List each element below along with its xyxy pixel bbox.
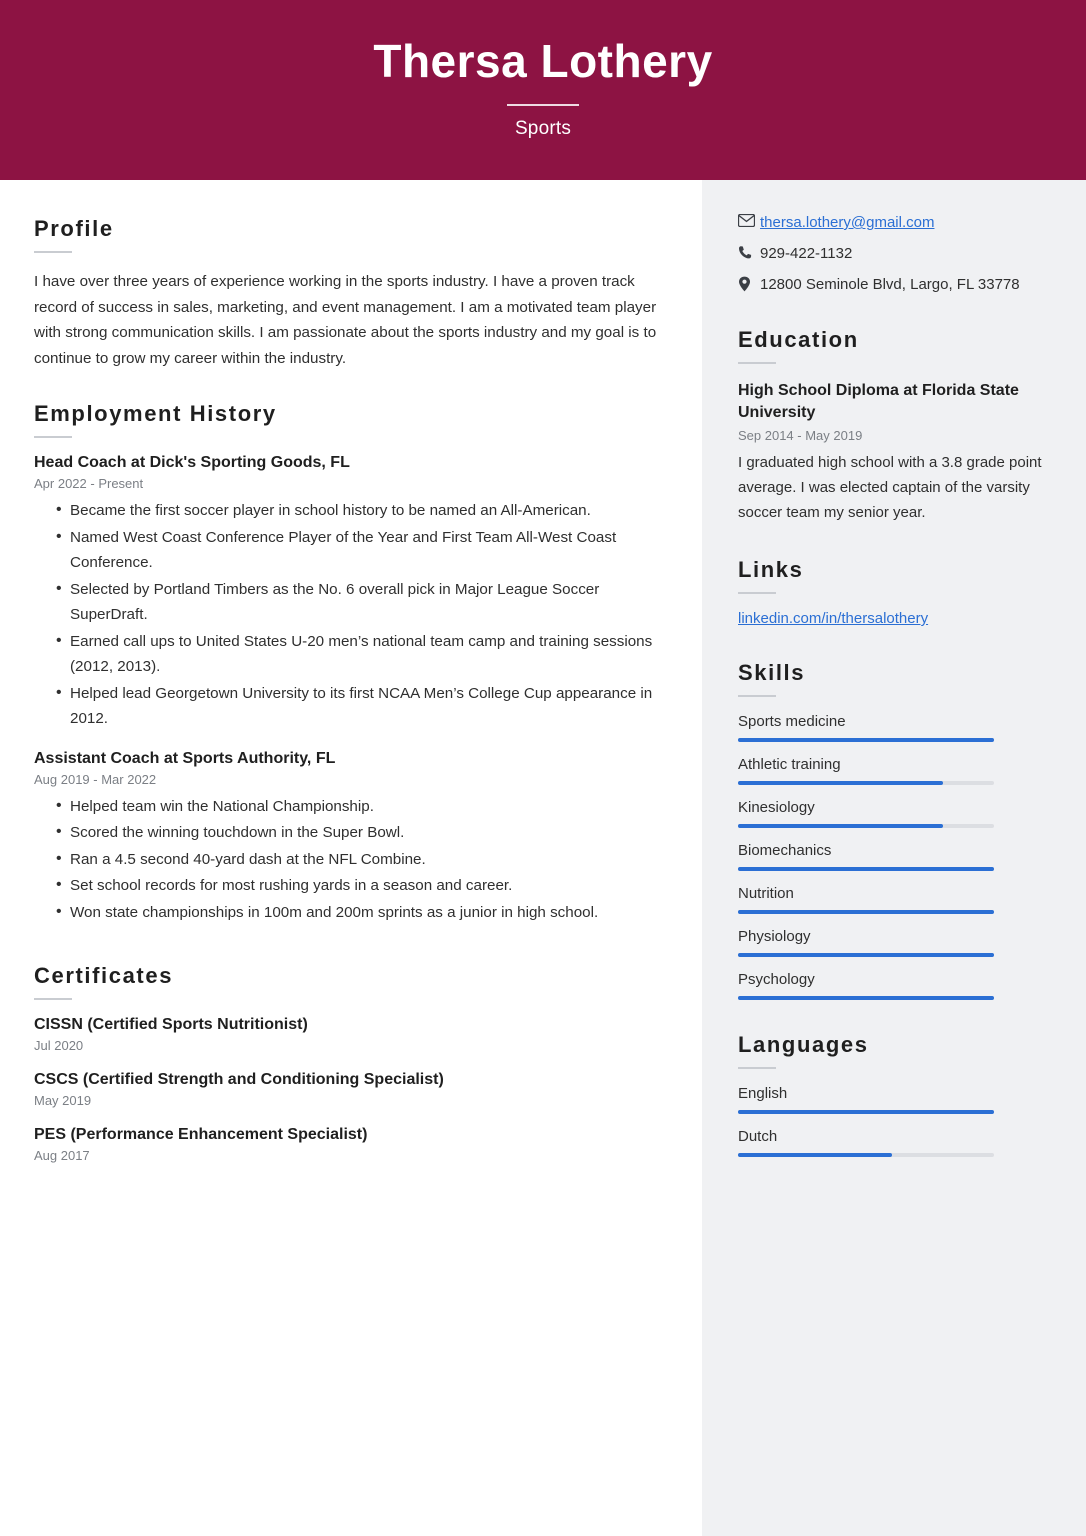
contact-phone	[738, 243, 1052, 264]
skill-bar-fill	[738, 910, 994, 914]
skill-bar-fill	[738, 953, 994, 957]
list-item: • Set school records for most rushing yards in a season and career.	[56, 873, 662, 899]
skill-item	[738, 799, 1052, 828]
list-item: • Helped lead Georgetown University to its first NCAA Men’s College Cup appearance in 2012.	[56, 681, 662, 732]
section-divider	[34, 998, 72, 1000]
links-list	[738, 610, 1052, 628]
contact-address	[738, 274, 1052, 295]
phone-icon	[738, 243, 760, 260]
skill-label: Kinesiology	[738, 799, 815, 816]
email-icon	[738, 212, 760, 227]
certificates-heading: Certificates	[34, 963, 174, 988]
spacer	[34, 371, 662, 401]
section-divider	[34, 251, 72, 253]
section-divider	[34, 436, 72, 438]
skill-item	[738, 928, 1052, 957]
address-text: 12800 Seminole Blvd, Largo, FL 33778	[760, 276, 1020, 293]
education-section	[738, 327, 1052, 525]
language-item	[738, 1085, 1052, 1114]
skill-item	[738, 713, 1052, 742]
profile-text: I have over three years of experience working in the sports industry. I have a proven track record of success in sales, marketing, and event management. I am a motivated team player with strong communication skills. I am passionate about the sports industry and my goal is to continue to grow my career within the industry.	[34, 273, 657, 367]
job-bullets	[34, 498, 662, 732]
skill-bar	[738, 824, 994, 828]
email-link[interactable]: thersa.lothery@gmail.com	[760, 214, 935, 231]
links-section	[738, 557, 1052, 628]
employment-heading: Employment History	[34, 401, 277, 426]
skill-label: Biomechanics	[738, 842, 832, 859]
skill-item	[738, 885, 1052, 914]
skill-item	[738, 971, 1052, 1000]
skill-bar	[738, 867, 994, 871]
education-description: I graduated high school with a 3.8 grade point average. I was elected captain of the varsity soccer team my senior year.	[738, 454, 1042, 521]
employment-entry	[34, 750, 662, 926]
phone-number: 929-422-1132	[760, 245, 853, 262]
list-item: • Selected by Portland Timbers as the No. 6 overall pick in Major League Soccer SuperDraft.	[56, 577, 662, 628]
skill-bar	[738, 996, 994, 1000]
page-title: Thersa Lothery	[373, 35, 713, 88]
education-title: High School Diploma at Florida State University	[738, 382, 1019, 421]
skill-bar-fill	[738, 867, 994, 871]
job-bullets	[34, 794, 662, 926]
skill-label: Athletic training	[738, 756, 841, 773]
skill-item	[738, 842, 1052, 871]
language-bar	[738, 1153, 994, 1157]
links-heading: Links	[738, 557, 804, 582]
contact-email[interactable]	[738, 212, 1052, 233]
certificate-date: Aug 2017	[34, 1148, 90, 1163]
certificate-entry	[34, 1016, 662, 1053]
certificate-entry	[34, 1126, 662, 1163]
spacer	[34, 943, 662, 963]
job-title: Assistant Coach at Sports Authority, FL	[34, 749, 336, 767]
language-bar	[738, 1110, 994, 1114]
list-item: • Ran a 4.5 second 40-yard dash at the NFL Combine.	[56, 847, 662, 873]
linkedin-link[interactable]: linkedin.com/in/thersalothery	[738, 610, 929, 627]
skill-label: Nutrition	[738, 885, 794, 902]
skill-item	[738, 756, 1052, 785]
sidebar-column	[702, 180, 1086, 1536]
list-item: • Helped team win the National Championship.	[56, 794, 662, 820]
skill-bar	[738, 910, 994, 914]
job-title: Head Coach at Dick's Sporting Goods, FL	[34, 454, 350, 471]
certificate-entry	[34, 1071, 662, 1108]
certificate-title: PES (Performance Enhancement Specialist)	[34, 1126, 368, 1143]
location-pin-icon	[738, 274, 760, 292]
language-bar-fill	[738, 1110, 994, 1114]
skills-section	[738, 660, 1052, 1000]
language-label: Dutch	[738, 1128, 778, 1145]
section-divider	[738, 695, 776, 697]
certificate-title: CISSN (Certified Sports Nutritionist)	[34, 1016, 308, 1033]
resume-header	[0, 0, 1086, 180]
resume-body	[0, 180, 1086, 1536]
certificate-title: CSCS (Certified Strength and Conditioning Specialist)	[34, 1071, 444, 1088]
skill-bar-fill	[738, 781, 943, 785]
skills-heading: Skills	[738, 660, 806, 685]
skill-bar-fill	[738, 996, 994, 1000]
languages-heading: Languages	[738, 1032, 869, 1057]
skill-bar	[738, 953, 994, 957]
language-item	[738, 1128, 1052, 1157]
list-item: • Named West Coast Conference Player of the Year and First Team All-West Coast Conference.	[56, 525, 662, 576]
header-divider	[507, 104, 579, 106]
profile-heading: Profile	[34, 216, 114, 241]
skill-bar	[738, 738, 994, 742]
main-column	[0, 180, 702, 1536]
list-item: • Scored the winning touchdown in the Super Bowl.	[56, 820, 662, 846]
skill-bar-fill	[738, 738, 994, 742]
section-divider	[738, 362, 776, 364]
skill-label: Sports medicine	[738, 713, 846, 730]
header-subtitle: Sports	[514, 117, 572, 139]
skill-label: Physiology	[738, 928, 811, 945]
skill-label: Psychology	[738, 971, 815, 988]
list-item: • Won state championships in 100m and 200m sprints as a junior in high school.	[56, 900, 662, 926]
list-item: • Became the first soccer player in school history to be named an All-American.	[56, 498, 662, 524]
languages-section	[738, 1032, 1052, 1157]
section-divider	[738, 592, 776, 594]
job-date: Aug 2019 - Mar 2022	[34, 771, 157, 787]
list-item: • Earned call ups to United States U-20 men’s national team camp and training sessions (2012, 2013).	[56, 629, 662, 680]
education-heading: Education	[738, 327, 859, 352]
section-divider	[738, 1067, 776, 1069]
skill-bar	[738, 781, 994, 785]
certificate-date: May 2019	[34, 1093, 92, 1108]
skill-bar-fill	[738, 824, 943, 828]
language-bar-fill	[738, 1153, 892, 1157]
language-label: English	[738, 1085, 788, 1102]
education-date: Sep 2014 - May 2019	[738, 428, 863, 443]
job-date: Apr 2022 - Present	[34, 476, 144, 491]
certificate-date: Jul 2020	[34, 1038, 84, 1053]
employment-entry	[34, 454, 662, 732]
